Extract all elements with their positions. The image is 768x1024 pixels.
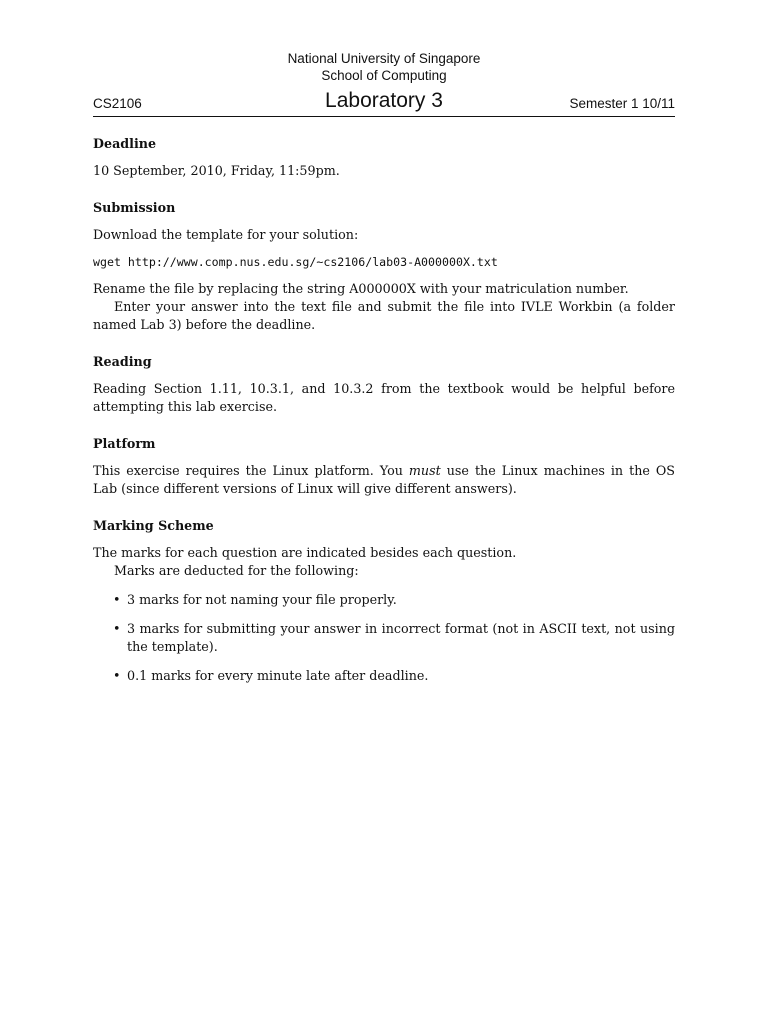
deadline-heading: Deadline xyxy=(93,136,157,151)
platform-text xyxy=(93,462,675,498)
submission-heading: Submission xyxy=(93,200,176,215)
list-item-text: 3 marks for submitting your answer in incorrect format (not in ASCII text, not using the template). xyxy=(127,621,675,654)
title-bar xyxy=(93,86,675,117)
platform-heading: Platform xyxy=(93,436,156,451)
university-name: National University of Singapore xyxy=(287,51,481,66)
deduction-intro: Marks are deducted for the following: xyxy=(114,563,359,578)
list-item-text: 0.1 marks for every minute late after deadline. xyxy=(127,668,429,683)
deadline-section xyxy=(93,135,675,180)
list-item xyxy=(93,591,675,609)
platform-section xyxy=(93,435,675,498)
list-item xyxy=(93,620,675,656)
bullet-icon: • xyxy=(113,592,121,607)
document-page xyxy=(93,50,675,685)
institution-header xyxy=(93,50,675,84)
submit-instruction: Enter your answer into the text file and submit the file into IVLE Workbin (a folder named Lab 3) before the deadline. xyxy=(93,299,675,332)
reading-text: Reading Section 1.11, 10.3.1, and 10.3.2 from the textbook would be helpful before attempting this lab exercise. xyxy=(93,381,675,414)
marking-intro: The marks for each question are indicated besides each question. xyxy=(93,545,517,560)
reading-section xyxy=(93,353,675,416)
list-item-text: 3 marks for not naming your file properly. xyxy=(127,592,397,607)
semester-label: Semester 1 10/11 xyxy=(569,96,675,111)
list-item xyxy=(93,667,675,685)
deadline-text: 10 September, 2010, Friday, 11:59pm. xyxy=(93,163,340,178)
deduction-list xyxy=(93,591,675,685)
document-body xyxy=(93,135,675,685)
reading-heading: Reading xyxy=(93,354,152,369)
rename-instruction: Rename the file by replacing the string A000000X with your matriculation number. xyxy=(93,281,629,296)
submission-intro: Download the template for your solution: xyxy=(93,227,359,242)
marking-heading: Marking Scheme xyxy=(93,518,214,533)
school-name: School of Computing xyxy=(321,68,447,83)
wget-command: wget http://www.comp.nus.edu.sg/~cs2106/lab03-A000000X.txt xyxy=(93,255,498,269)
platform-emphasis: must xyxy=(408,463,441,478)
bullet-icon: • xyxy=(113,668,121,683)
platform-text-before: This exercise requires the Linux platform. You xyxy=(93,463,409,478)
lab-title: Laboratory 3 xyxy=(325,89,443,112)
bullet-icon: • xyxy=(113,621,121,636)
course-code: CS2106 xyxy=(93,96,142,111)
submission-section xyxy=(93,199,675,334)
marking-section xyxy=(93,517,675,685)
platform-text-after: use the Linux machines in the OS Lab (since different versions of Linux will give different answers). xyxy=(93,463,676,496)
